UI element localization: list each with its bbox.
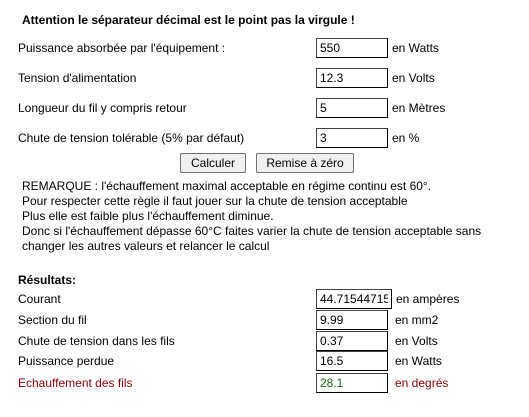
- voltage-drop-label: Chute de tension tolérable (5% par défaut): [18, 131, 245, 145]
- current-unit: en ampères: [396, 292, 460, 306]
- current-output[interactable]: [316, 289, 392, 309]
- length-unit: en Mètres: [392, 101, 446, 115]
- current-label: Courant: [18, 292, 61, 306]
- power-label: Puissance absorbée par l'équipement :: [18, 41, 226, 55]
- reset-button[interactable]: Remise à zéro: [256, 153, 354, 173]
- remark-line: changer les autres valeurs et relancer le calcul: [22, 239, 270, 253]
- power-loss-label: Puissance perdue: [18, 354, 115, 368]
- calculate-button[interactable]: Calculer: [180, 153, 246, 173]
- voltage-input[interactable]: [316, 68, 388, 88]
- wire-section-output[interactable]: [316, 310, 388, 330]
- wire-heating-unit: en degrés: [395, 376, 449, 390]
- voltage-unit: en Volts: [392, 71, 435, 85]
- remark-line: Pour respecter cette règle il faut jouer sur la chute de tension acceptable: [22, 194, 408, 208]
- wire-voltage-drop-unit: en Volts: [395, 334, 438, 348]
- length-label: Longueur du fil y compris retour: [18, 101, 187, 115]
- remark-line: REMARQUE : l'échauffement maximal acceptable en régime continu est 60°.: [22, 179, 432, 193]
- wire-section-label: Section du fil: [18, 313, 87, 327]
- warning-title: Attention le séparateur décimal est le point pas la virgule !: [22, 13, 355, 27]
- wire-voltage-drop-output[interactable]: [316, 331, 388, 351]
- wire-heating-output[interactable]: [316, 373, 388, 393]
- wire-voltage-drop-label: Chute de tension dans les fils: [18, 334, 175, 348]
- length-input[interactable]: [316, 98, 388, 118]
- power-loss-output[interactable]: [316, 351, 388, 371]
- power-loss-unit: en Watts: [395, 354, 442, 368]
- voltage-label: Tension d'alimentation: [18, 71, 137, 85]
- voltage-drop-input[interactable]: [316, 128, 388, 148]
- wire-heating-label: Echauffement des fils: [18, 376, 133, 390]
- power-input[interactable]: [316, 38, 388, 58]
- results-title: Résultats:: [18, 273, 77, 287]
- remark-line: Plus elle est faible plus l'échauffement diminue.: [22, 209, 274, 223]
- remark-line: Donc si l'échauffement dépasse 60°C faites varier la chute de tension acceptable sans: [22, 224, 482, 238]
- wire-section-unit: en mm2: [395, 313, 439, 327]
- power-unit: en Watts: [392, 41, 439, 55]
- voltage-drop-unit: en %: [392, 131, 420, 145]
